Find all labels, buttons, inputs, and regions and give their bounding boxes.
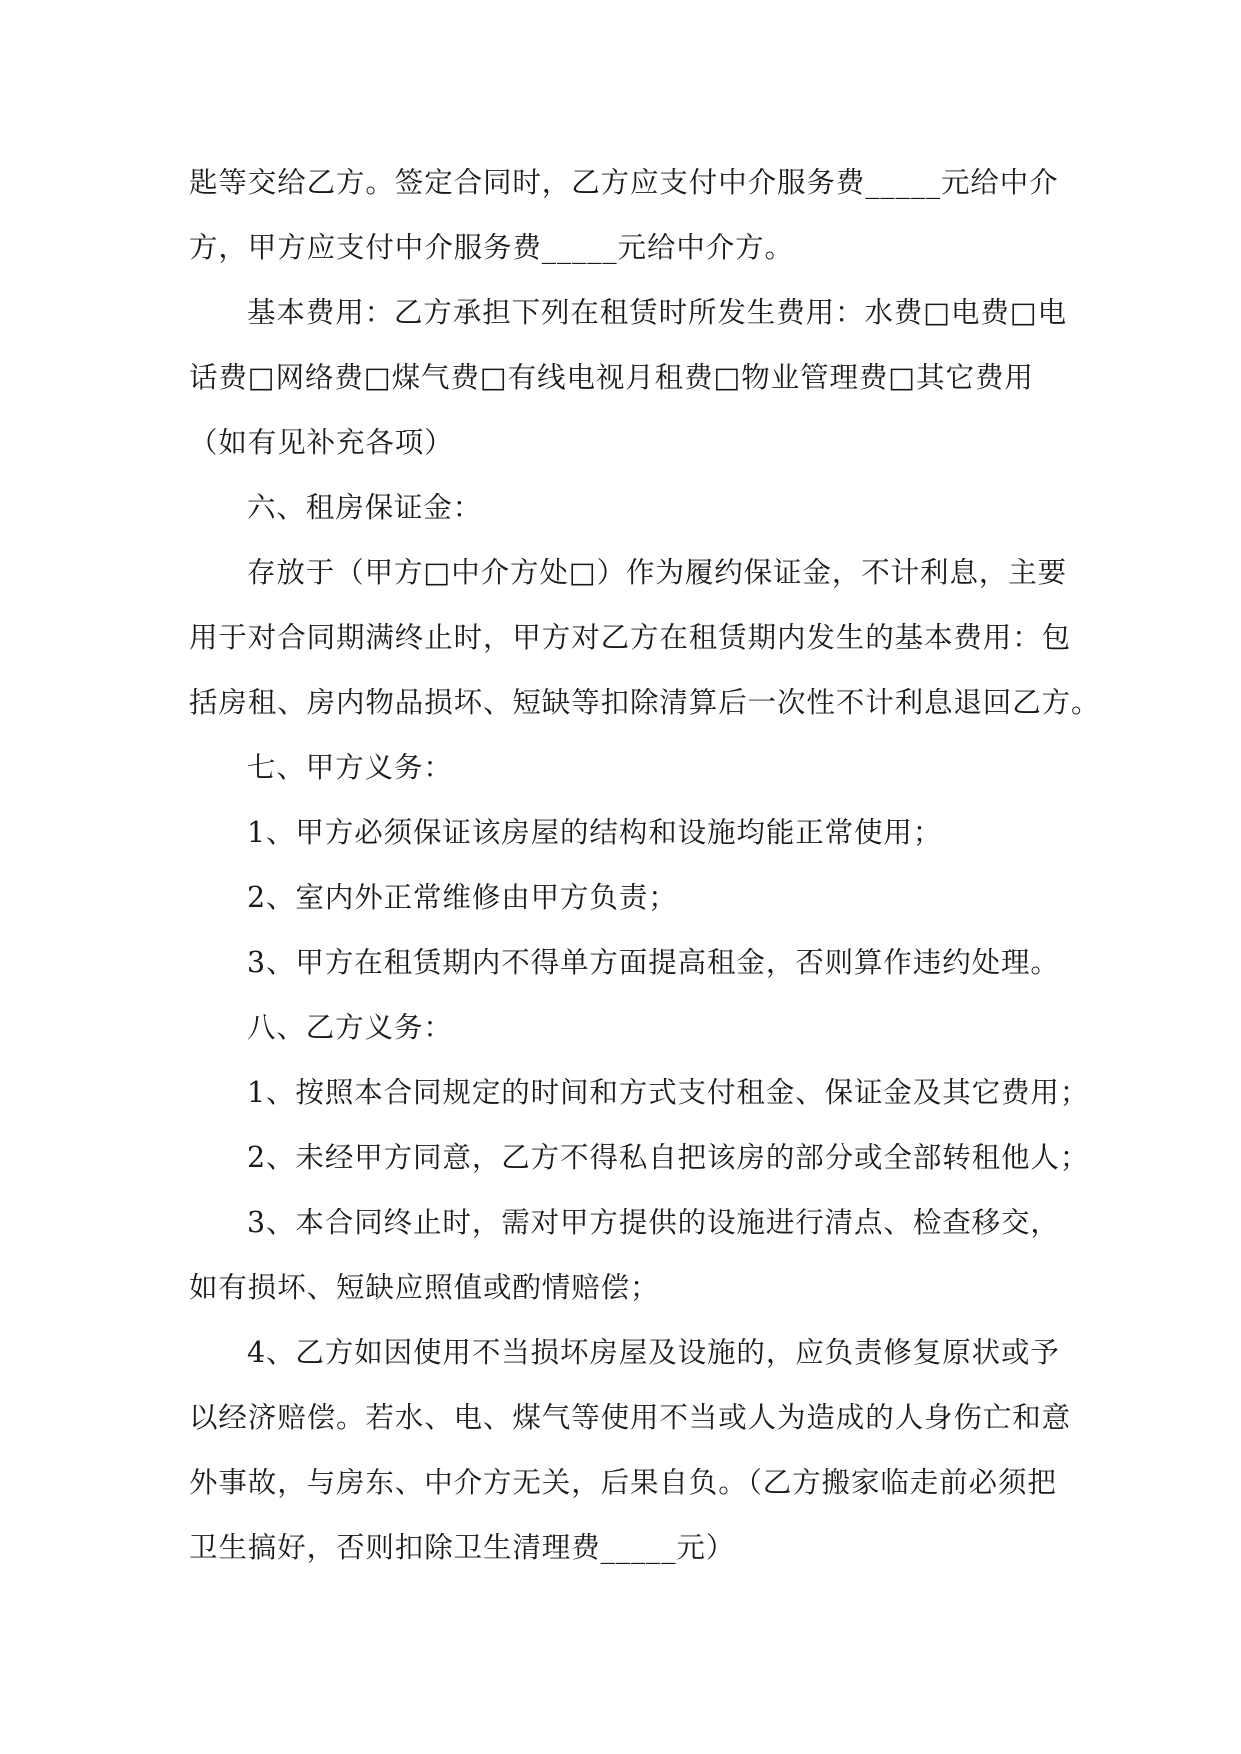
list-item: 2、未经甲方同意，乙方不得私自把该房的部分或全部转租他人； [247,1141,1090,1174]
list-item: 3、甲方在租赁期内不得单方面提高租金，否则算作违约处理。 [247,946,1060,979]
text-line: 匙等交给乙方。签定合同时，乙方应支付中介服务费_____元给中介 [189,166,1059,199]
text-line: 方，甲方应支付中介服务费_____元给中介方。 [189,231,794,264]
section-heading: 六、租房保证金： [247,491,483,524]
list-item: 2、室内外正常维修由甲方负责； [247,881,678,914]
list-item: 3、本合同终止时，需对甲方提供的设施进行清点、检查移交， [247,1206,1060,1239]
list-item: 1、甲方必须保证该房屋的结构和设施均能正常使用； [247,816,943,849]
list-item: 1、按照本合同规定的时间和方式支付租金、保证金及其它费用； [247,1076,1090,1109]
text-line: 卫生搞好，否则扣除卫生清理费_____元） [189,1531,736,1564]
text-line: 外事故，与房东、中介方无关，后果自负。（乙方搬家临走前必须把 [189,1466,1057,1499]
text-line: 基本费用：乙方承担下列在租赁时所发生费用：水费□电费□电 [247,296,1068,329]
text-line: 括房租、房内物品损坏、短缺等扣除清算后一次性不计利息退回乙方。 [189,686,1101,719]
text-line: 如有损坏、短缺应照值或酌情赔偿； [189,1271,660,1304]
text-line: （如有见补充各项） [189,426,454,459]
text-line: 话费□网络费□煤气费□有线电视月租费□物业管理费□其它费用 [189,361,1034,394]
text-line: 存放于（甲方□中介方处□）作为履约保证金，不计利息，主要 [247,556,1068,589]
list-item: 4、乙方如因使用不当损坏房屋及设施的，应负责修复原状或予 [247,1336,1060,1369]
section-heading: 七、甲方义务： [247,751,453,784]
document-body [189,150,1101,1580]
section-heading: 八、乙方义务： [247,1011,453,1044]
text-line: 以经济赔偿。若水、电、煤气等使用不当或人为造成的人身伤亡和意 [189,1401,1072,1434]
text-line: 用于对合同期满终止时，甲方对乙方在租赁期内发生的基本费用：包 [189,621,1072,654]
